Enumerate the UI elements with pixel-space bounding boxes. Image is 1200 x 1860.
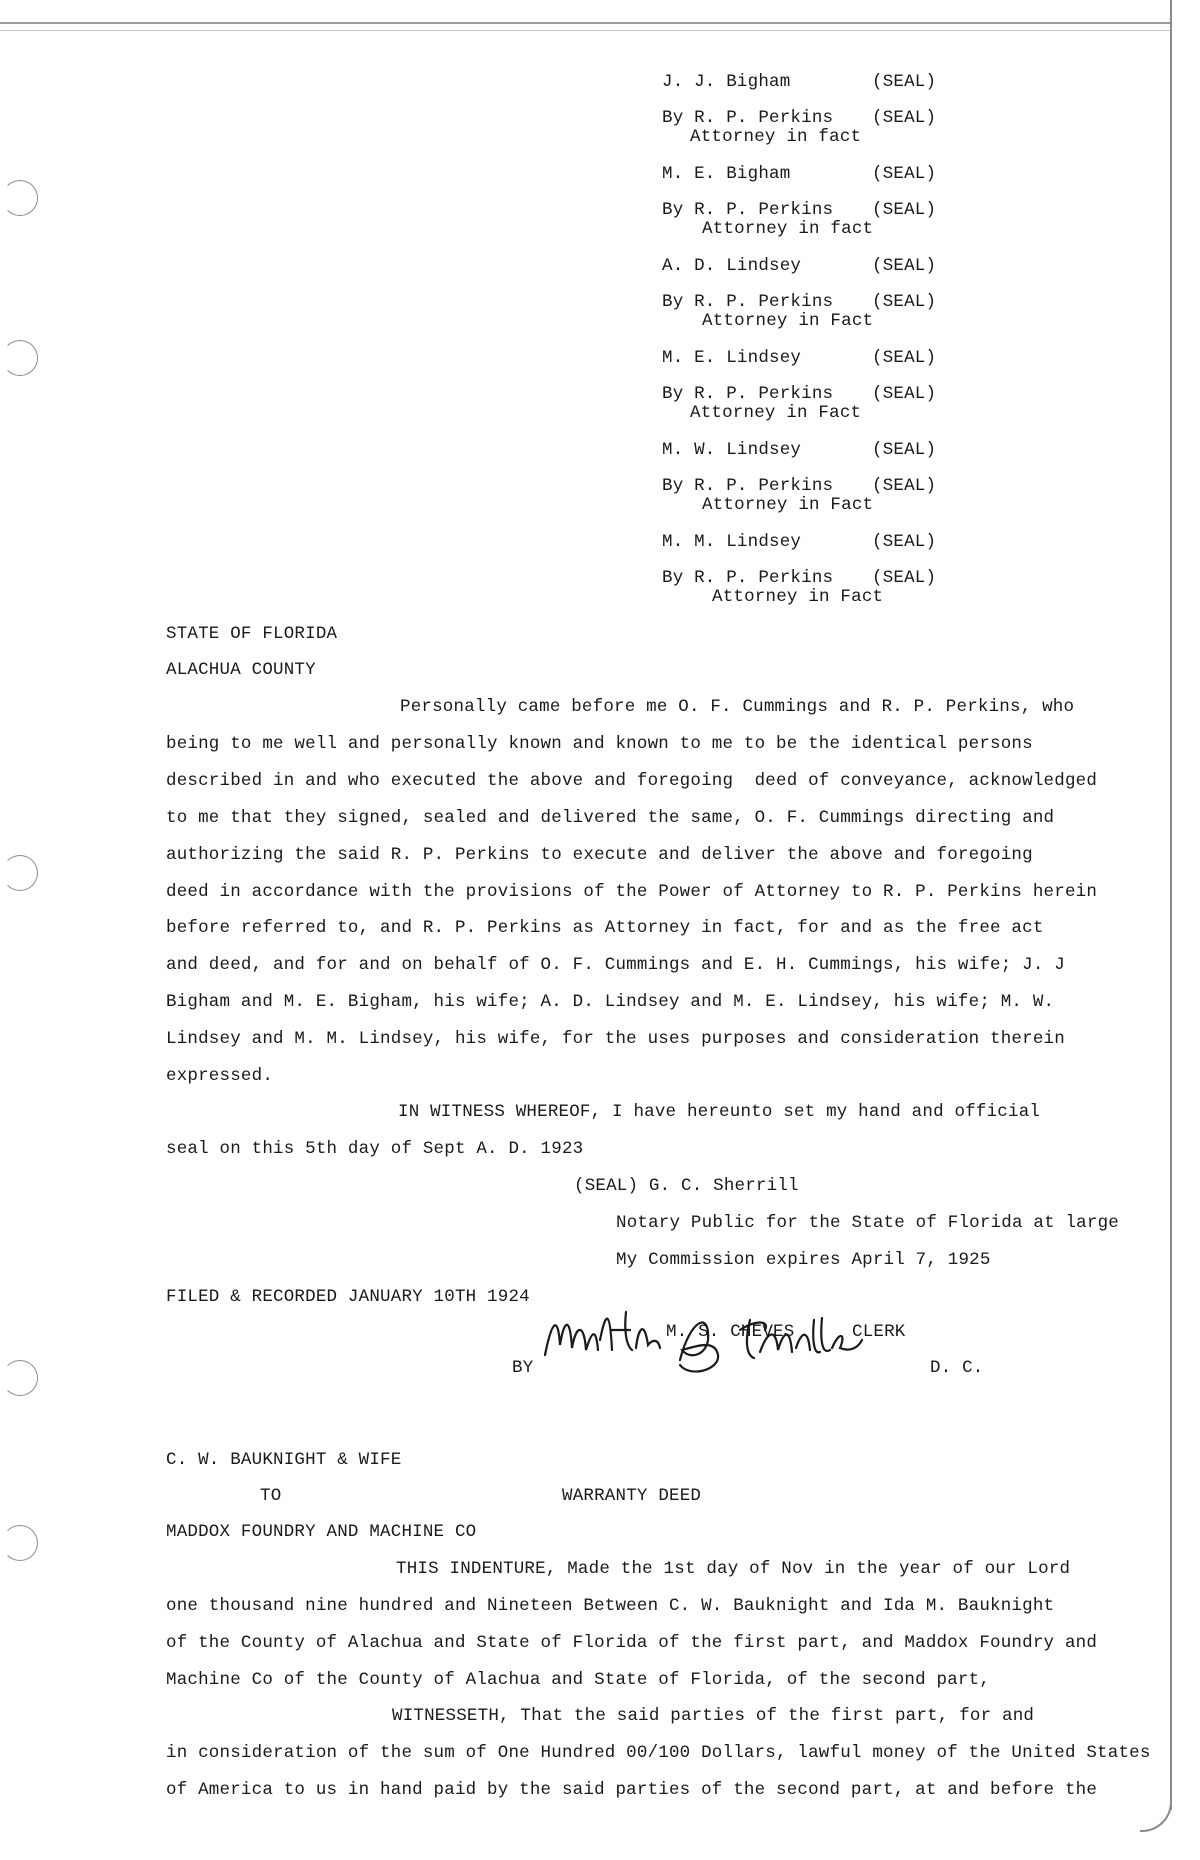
paragraph-line: deed in accordance with the provisions of the Power of Attorney to R. P. Perkins herein	[166, 882, 1098, 902]
seal-mark: (SEAL)	[872, 532, 937, 552]
deputy-by-label: BY	[512, 1358, 534, 1378]
seal-mark: (SEAL)	[872, 72, 937, 92]
clerk-name: M. S. CHEVES	[666, 1322, 795, 1342]
top-rule	[0, 22, 1172, 24]
seal-mark: (SEAL)	[872, 164, 937, 184]
paragraph-line: expressed.	[166, 1066, 274, 1086]
deed-grantee: MADDOX FOUNDRY AND MACHINE CO	[166, 1522, 477, 1542]
binder-hole-1	[2, 180, 38, 216]
seal-mark: (SEAL)	[872, 440, 937, 460]
signer-name: A. D. Lindsey	[662, 256, 802, 276]
witness-date-line: seal on this 5th day of Sept A. D. 1923	[166, 1139, 584, 1159]
signer-name: By R. P. Perkins	[662, 108, 834, 128]
witness-line: IN WITNESS WHEREOF, I have hereunto set my hand and official	[398, 1102, 1041, 1122]
paragraph-line: WITNESSETH, That the said parties of the first part, for and	[392, 1706, 1035, 1726]
clerk-title: CLERK	[852, 1322, 906, 1342]
venue-county: ALACHUA COUNTY	[166, 660, 316, 680]
seal-mark: (SEAL)	[872, 108, 937, 128]
paragraph-line: THIS INDENTURE, Made the 1st day of Nov in the year of our Lord	[396, 1559, 1071, 1579]
paragraph-line: of America to us in hand paid by the said parties of the second part, at and before the	[166, 1780, 1098, 1800]
signer-name: M. M. Lindsey	[662, 532, 802, 552]
binder-hole-2	[2, 340, 38, 376]
attorney-caption: Attorney in Fact	[702, 311, 874, 331]
signer-name: By R. P. Perkins	[662, 476, 834, 496]
paragraph-line: authorizing the said R. P. Perkins to execute and deliver the above and foregoing	[166, 845, 1033, 865]
paragraph-line: Bigham and M. E. Bigham, his wife; A. D. Lindsey and M. E. Lindsey, his wife; M. W.	[166, 992, 1055, 1012]
signer-name: By R. P. Perkins	[662, 568, 834, 588]
attorney-caption: Attorney in Fact	[712, 587, 884, 607]
seal-mark: (SEAL)	[872, 292, 937, 312]
notary-title: Notary Public for the State of Florida at large	[616, 1213, 1119, 1233]
notary-commission: My Commission expires April 7, 1925	[616, 1250, 991, 1270]
page-right-edge	[1170, 0, 1172, 1810]
deputy-clerk-label: D. C.	[930, 1358, 984, 1378]
venue-state: STATE OF FLORIDA	[166, 624, 338, 644]
paragraph-line: one thousand nine hundred and Nineteen Between C. W. Bauknight and Ida M. Bauknight	[166, 1596, 1055, 1616]
handwritten-signature	[540, 1300, 920, 1380]
seal-mark: (SEAL)	[872, 348, 937, 368]
paragraph-line: described in and who executed the above and foregoing deed of conveyance, acknowledged	[166, 771, 1098, 791]
top-rule-secondary	[0, 30, 1172, 31]
paragraph-line: Lindsey and M. M. Lindsey, his wife, for the uses purposes and consideration therein	[166, 1029, 1065, 1049]
filing-record-line: FILED & RECORDED JANUARY 10TH 1924	[166, 1287, 530, 1307]
deed-to-label: TO	[260, 1486, 282, 1506]
seal-mark: (SEAL)	[872, 200, 937, 220]
binder-hole-5	[2, 1525, 38, 1561]
seal-mark: (SEAL)	[872, 568, 937, 588]
paragraph-line: and deed, and for and on behalf of O. F. Cummings and E. H. Cummings, his wife; J. J	[166, 955, 1065, 975]
signer-name: By R. P. Perkins	[662, 384, 834, 404]
signer-name: M. E. Bigham	[662, 164, 791, 184]
seal-mark: (SEAL)	[872, 256, 937, 276]
paragraph-line: to me that they signed, sealed and delivered the same, O. F. Cummings directing and	[166, 808, 1055, 828]
paragraph-line: of the County of Alachua and State of Florida of the first part, and Maddox Foundry and	[166, 1633, 1098, 1653]
attorney-caption: Attorney in fact	[702, 219, 874, 239]
attorney-caption: Attorney in Fact	[690, 403, 862, 423]
paragraph-line: Personally came before me O. F. Cummings and R. P. Perkins, who	[400, 697, 1075, 717]
signer-name: M. W. Lindsey	[662, 440, 802, 460]
signer-name: By R. P. Perkins	[662, 200, 834, 220]
page-corner-curl	[1140, 1790, 1172, 1832]
paragraph-line: being to me well and personally known and known to me to be the identical persons	[166, 734, 1033, 754]
signer-name: J. J. Bigham	[662, 72, 791, 92]
seal-mark: (SEAL)	[872, 476, 937, 496]
attorney-caption: Attorney in fact	[690, 127, 862, 147]
paragraph-line: Machine Co of the County of Alachua and State of Florida, of the second part,	[166, 1670, 991, 1690]
binder-hole-4	[2, 1360, 38, 1396]
notary-name: (SEAL) G. C. Sherrill	[574, 1176, 799, 1196]
deed-type: WARRANTY DEED	[562, 1486, 702, 1506]
paragraph-line: before referred to, and R. P. Perkins as Attorney in fact, for and as the free act	[166, 918, 1044, 938]
deed-grantor: C. W. BAUKNIGHT & WIFE	[166, 1450, 402, 1470]
signer-name: By R. P. Perkins	[662, 292, 834, 312]
seal-mark: (SEAL)	[872, 384, 937, 404]
attorney-caption: Attorney in Fact	[702, 495, 874, 515]
signer-name: M. E. Lindsey	[662, 348, 802, 368]
binder-hole-3	[2, 855, 38, 891]
paragraph-line: in consideration of the sum of One Hundred 00/100 Dollars, lawful money of the United States	[166, 1743, 1151, 1763]
